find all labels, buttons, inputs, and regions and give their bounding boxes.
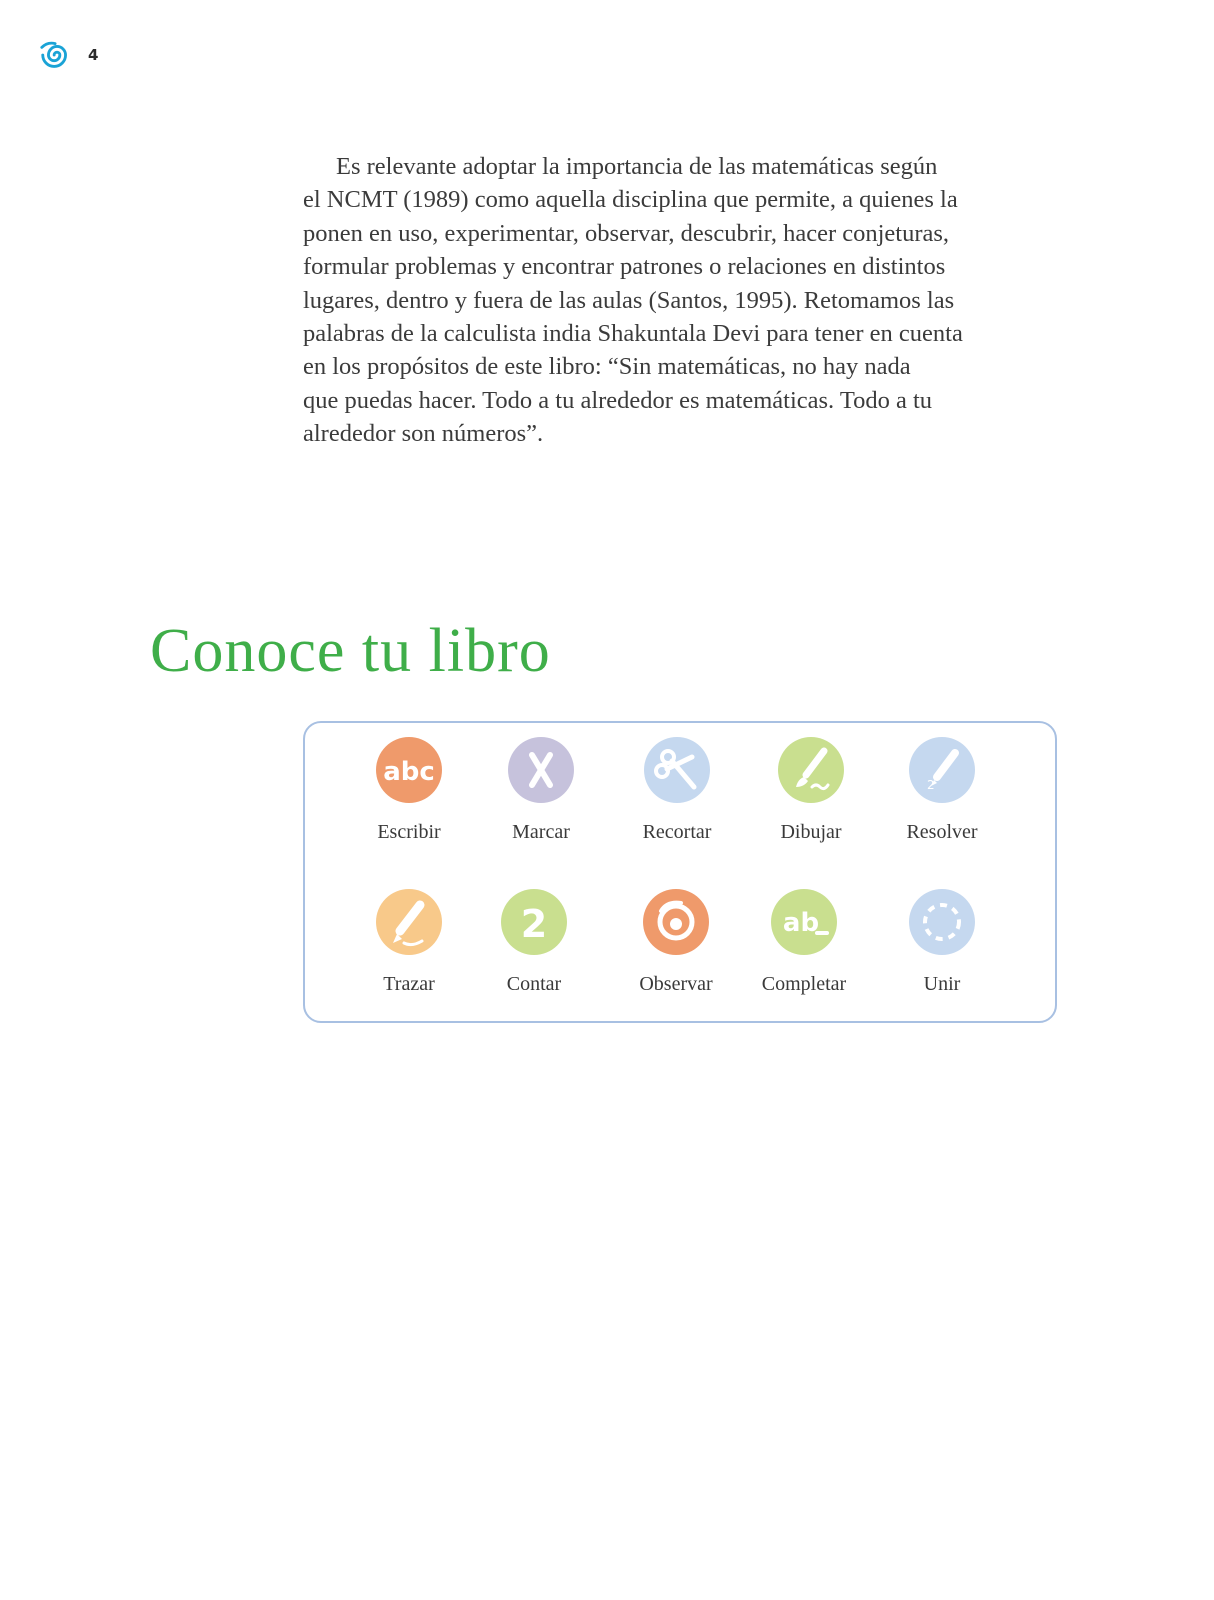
ab-blank-icon — [769, 887, 839, 957]
section-title: Conoce tu libro — [150, 617, 551, 685]
page-header — [38, 36, 98, 74]
legend-item-contar — [459, 887, 609, 996]
pencil-icon — [374, 887, 444, 957]
legend-item-recortar — [602, 735, 752, 844]
legend-item-dibujar — [736, 735, 886, 844]
pencil-writing-icon — [907, 735, 977, 805]
intro-line: Es relevante adoptar la importancia de las matemáticas según — [336, 153, 938, 180]
svg-text:2: 2 — [520, 902, 548, 946]
intro-line: palabras de la calculista india Shakuntala Devi para tener en cuenta — [303, 320, 963, 348]
icon-legend-box — [303, 721, 1057, 1023]
legend-item-completar — [729, 887, 879, 996]
legend-label: Trazar — [383, 973, 435, 995]
legend-item-resolver — [867, 735, 1017, 844]
scissors-icon — [642, 735, 712, 805]
number-two-icon — [499, 887, 569, 957]
intro-line: el NCMT (1989) como aquella disciplina que permite, a quienes la — [303, 186, 958, 214]
eye-icon — [641, 887, 711, 957]
intro-line: formular problemas y encontrar patrones o relaciones en distintos — [303, 253, 946, 281]
legend-label: Observar — [639, 973, 713, 995]
intro-line: lugares, dentro y fuera de las aulas (Santos, 1995). Retomamos las — [303, 286, 955, 314]
legend-label: Dibujar — [780, 821, 842, 843]
svg-text:2: 2 — [927, 778, 935, 792]
legend-label: Recortar — [642, 821, 712, 843]
dashed-circle-icon — [907, 887, 977, 957]
x-mark-icon — [506, 735, 576, 805]
swirl-logo-icon — [38, 36, 76, 74]
legend-label: Resolver — [906, 821, 978, 843]
legend-item-unir — [867, 887, 1017, 996]
paintbrush-icon — [776, 735, 846, 805]
legend-item-escribir — [334, 735, 484, 844]
intro-line: ponen en uso, experimentar, observar, descubrir, hacer conjeturas, — [303, 219, 950, 247]
svg-text:abc: abc — [383, 757, 435, 787]
svg-text:ab: ab — [782, 908, 820, 938]
intro-line: que puedas hacer. Todo a tu alrededor es matemáticas. Todo a tu — [303, 386, 933, 414]
intro-line: en los propósitos de este libro: “Sin matemáticas, no hay nada — [303, 353, 911, 381]
page-number: 4 — [88, 46, 99, 64]
legend-label: Unir — [923, 973, 961, 995]
legend-label: Completar — [761, 973, 847, 995]
intro-paragraph — [303, 150, 1063, 451]
abc-icon — [374, 735, 444, 805]
legend-label: Contar — [506, 973, 562, 995]
intro-line: alrededor son números”. — [303, 420, 544, 448]
legend-label: Marcar — [512, 821, 570, 843]
legend-item-marcar — [466, 735, 616, 844]
legend-label: Escribir — [377, 821, 441, 843]
